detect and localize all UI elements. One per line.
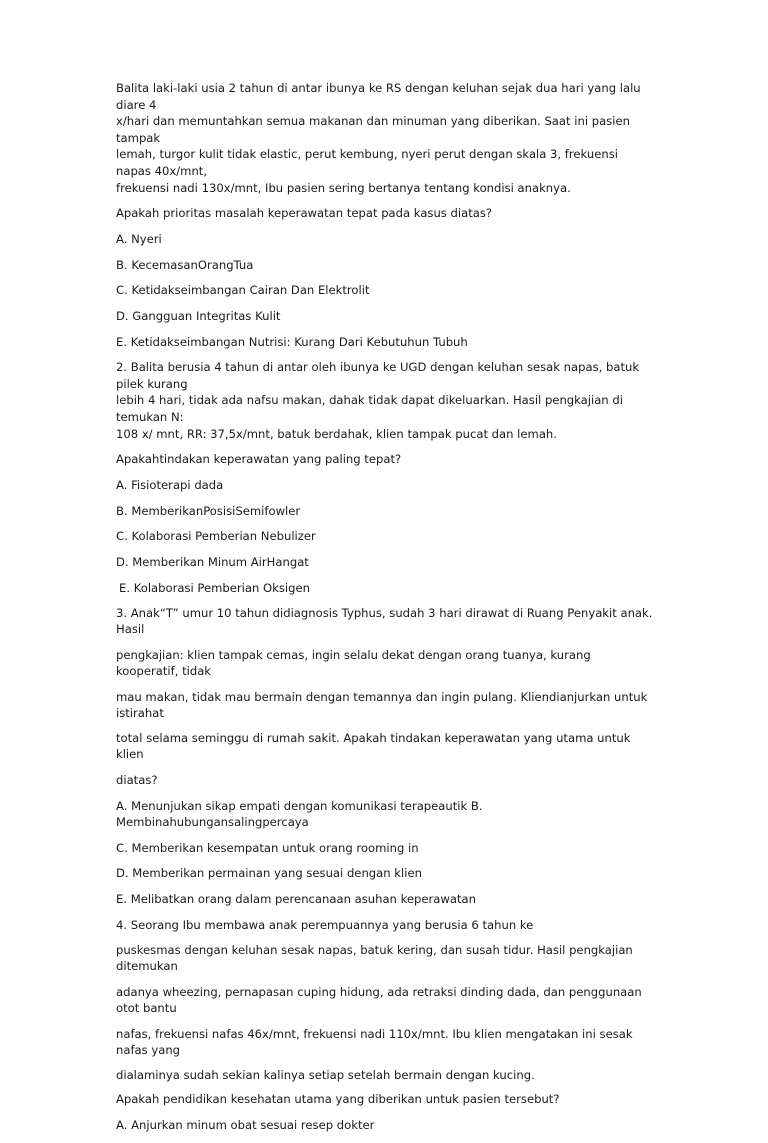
q3-option-e: E. Melibatkan orang dalam perencanaan asuhan keperawatan <box>116 891 476 906</box>
q2-option-b: B. MemberikanPosisiSemifowler <box>116 503 301 518</box>
q3-option-d: D. Memberikan permainan yang sesuai dengan klien <box>116 866 422 881</box>
q1-stem-line: Balita laki-laki usia 2 tahun di antar ibunya ke RS dengan keluhan sejak dua hari yang lalu diare 4 <box>116 81 641 112</box>
q4-stem-line: 4. Seorang Ibu membawa anak perempuannya yang berusia 6 tahun ke <box>116 917 534 932</box>
q3-option-c: C. Memberikan kesempatan untuk orang rooming in <box>116 840 419 855</box>
q1-option-c: C. Ketidakseimbangan Cairan Dan Elektrolit <box>116 283 370 298</box>
q1-question: Apakah prioritas masalah keperawatan tepat pada kasus diatas? <box>116 206 493 221</box>
q2-stem-line: lebih 4 hari, tidak ada nafsu makan, dahak tidak dapat dikeluarkan. Hasil pengkajian di temukan N: <box>116 393 623 425</box>
q2-option-d: D. Memberikan Minum AirHangat <box>116 555 309 569</box>
q2-stem <box>116 359 656 442</box>
q2-stem-line: 108 x/ mnt, RR: 37,5x/mnt, batuk berdahak, klien tampak pucat dan lemah. <box>116 426 557 441</box>
q4-option-a: A. Anjurkan minum obat sesuai resep dokter <box>116 1118 375 1132</box>
q4-stem-line: puskesmas dengan keluhan sesak napas, batuk kering, dan susah tidur. Hasil pengkajian ditemukan <box>116 943 633 974</box>
q3-stem-line: pengkajian: klien tampak cemas, ingin selalu dekat dengan orang tuanya, kurang kooperatif, tidak <box>116 648 591 679</box>
q4-stem-line: dialaminya sudah sekian kalinya setiap setelah bermain dengan kucing. <box>116 1068 535 1083</box>
q4-stem-line: adanya wheezing, pernapasan cuping hidung, ada retraksi dinding dada, dan penggunaan otot bantu <box>116 984 642 1015</box>
q2-option-c: C. Kolaborasi Pemberian Nebulizer <box>116 529 316 544</box>
q1-option-d: D. Gangguan Integritas Kulit <box>116 308 281 323</box>
q1-option-e: E. Ketidakseimbangan Nutrisi: Kurang Dari Kebutuhun Tubuh <box>116 334 468 349</box>
q1-stem-line: x/hari dan memuntahkan semua makanan dan minuman yang diberikan. Saat ini pasien tampak <box>116 114 630 145</box>
q1-stem <box>116 80 656 196</box>
q3-stem-line: 3. Anak“T” umur 10 tahun didiagnosis Typhus, sudah 3 hari dirawat di Ruang Penyakit anak. Hasil <box>116 606 653 637</box>
q1-stem-line: lemah, turgor kulit tidak elastic, perut kembung, nyeri perut dengan skala 3, frekuensi napas 40x/mnt, <box>116 147 618 178</box>
q3-stem-line: diatas? <box>116 773 158 788</box>
q3-stem-line: mau makan, tidak mau bermain dengan temannya dan ingin pulang. Kliendianjurkan untuk istirahat <box>116 689 648 720</box>
q3-stem-line: total selama seminggu di rumah sakit. Apakah tindakan keperawatan yang utama untuk klien <box>116 731 631 762</box>
q4-stem-line: nafas, frekuensi nafas 46x/mnt, frekuensi nadi 110x/mnt. Ibu klien mengatakan ini sesak nafas yang <box>116 1026 633 1057</box>
q2-question: Apakahtindakan keperawatan yang paling tepat? <box>116 452 402 467</box>
q2-stem-line: 2. Balita berusia 4 tahun di antar oleh ibunya ke UGD dengan keluhan sesak napas, batuk pilek kurang <box>116 360 640 391</box>
q1-option-b: B. KecemasanOrangTua <box>116 257 254 272</box>
document-body <box>116 80 656 1143</box>
q1-option-a: A. Nyeri <box>116 231 162 246</box>
q2-option-a: A. Fisioterapi dada <box>116 477 224 492</box>
q1-stem-line: frekuensi nadi 130x/mnt, Ibu pasien sering bertanya tentang kondisi anaknya. <box>116 180 571 195</box>
q2-option-e: E. Kolaborasi Pemberian Oksigen <box>119 580 310 595</box>
q3-option-a-b: A. Menunjukan sikap empati dengan komunikasi terapeautik B. Membinahubungansalingpercaya <box>116 798 483 829</box>
q4-question: Apakah pendidikan kesehatan utama yang diberikan untuk pasien tersebut? <box>116 1092 560 1107</box>
